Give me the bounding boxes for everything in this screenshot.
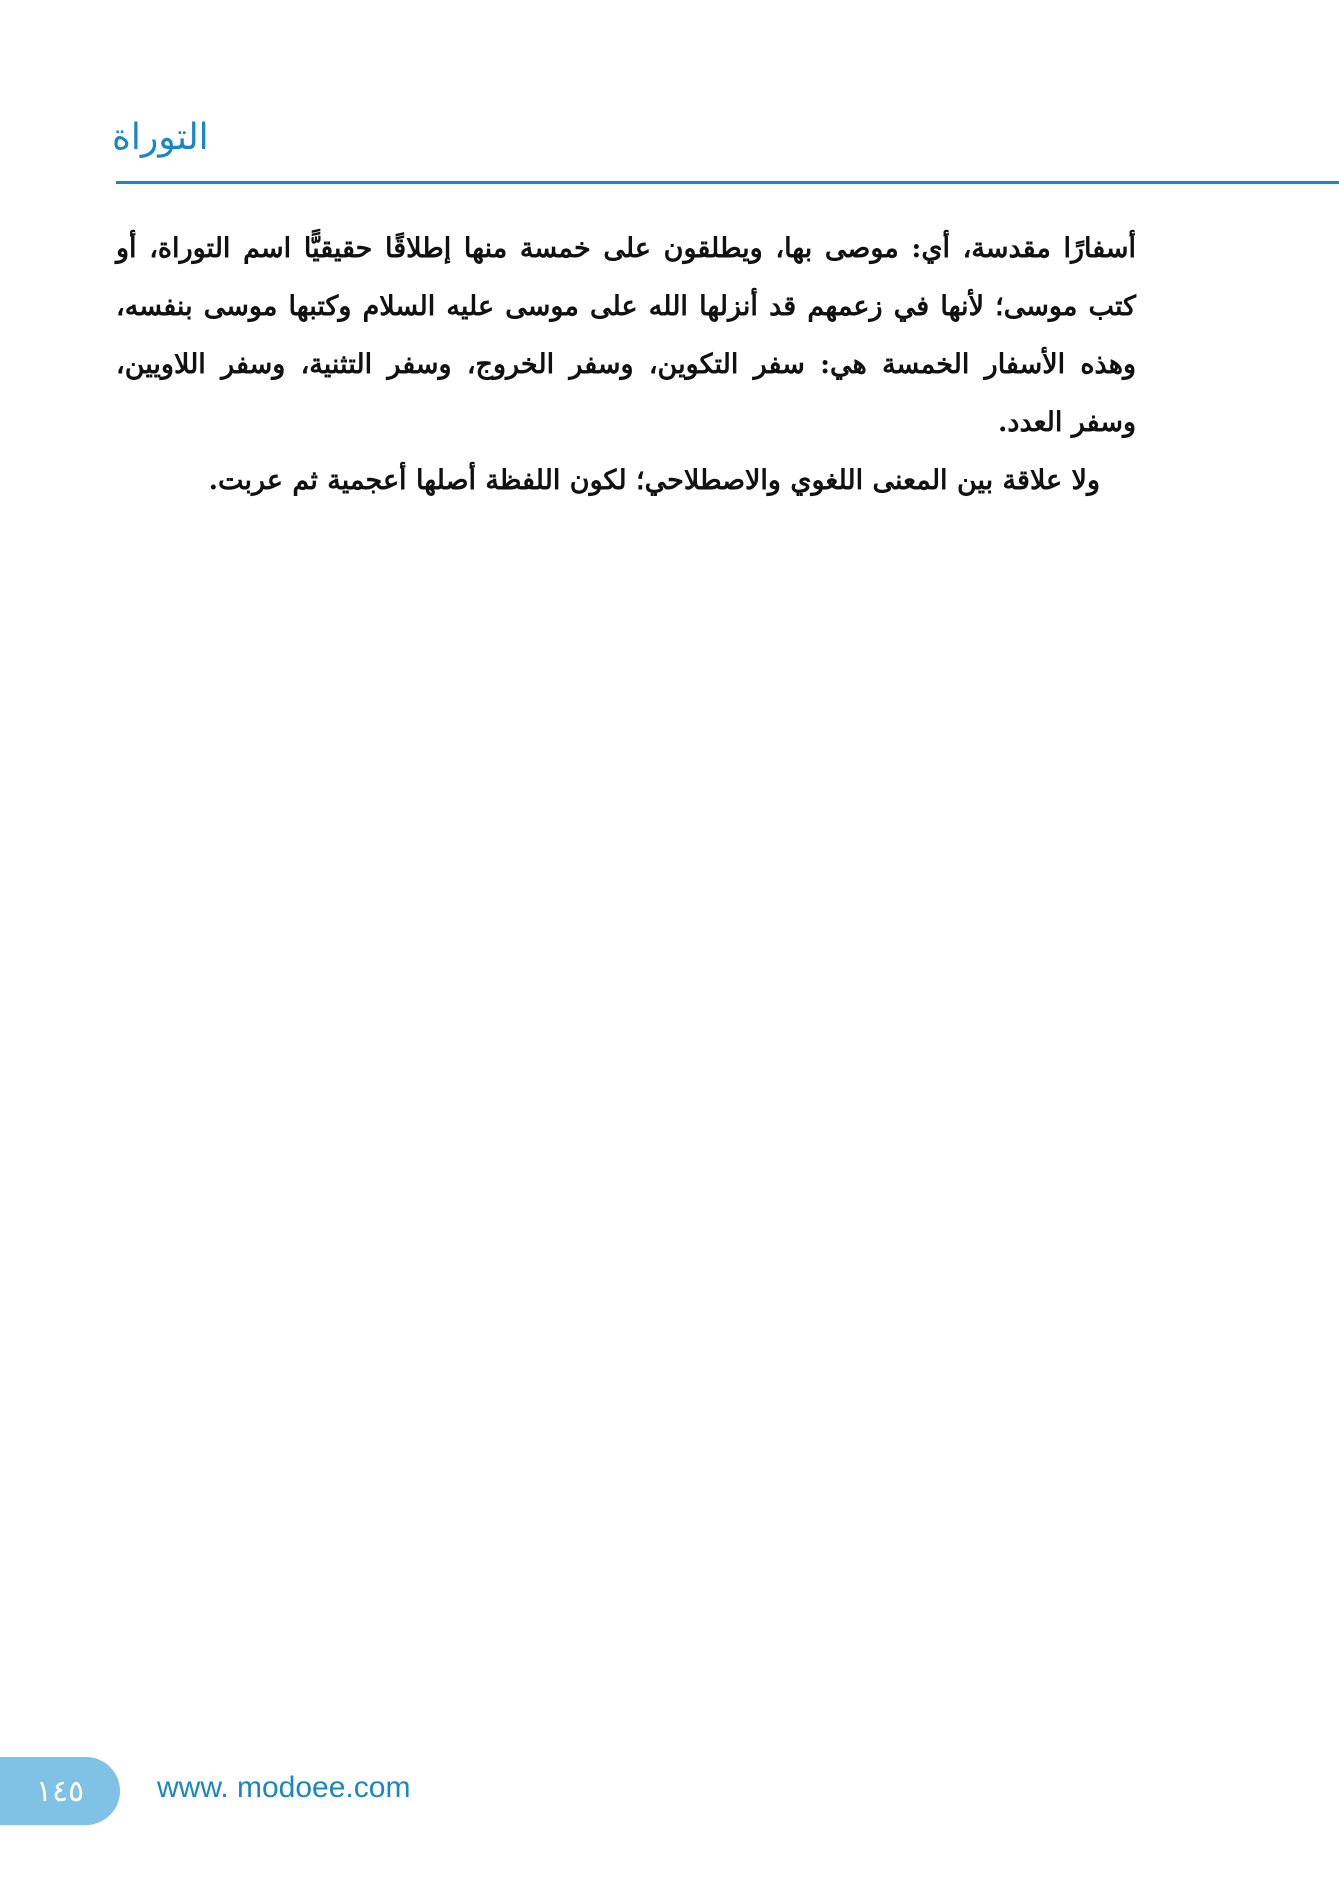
main-text xyxy=(116,220,1136,510)
header-divider xyxy=(116,181,1339,184)
paragraph: ولا علاقة بين المعنى اللغوي والاصطلاحي؛ لكون اللفظة أصلها أعجمية ثم عربت. xyxy=(208,465,1100,496)
paragraph: أسفارًا مقدسة، أي: موصى بها، ويطلقون على خمسة منها إطلاقًا حقيقيًّا اسم التوراة، أو كتب موسى؛ لأنها في زعمهم قد أنزلها الله على موسى عليه السلام وكتبها موسى بنفسه، وهذه الأسفار الخمسة هي: سفر التكوين، وسفر الخروج، وسفر التثنية، وسفر اللاويين، وسفر العدد. xyxy=(116,233,1136,438)
website-link[interactable]: www. modoee.com xyxy=(157,1771,411,1804)
page-number: ١٤٥ xyxy=(35,1773,85,1809)
page-number-badge xyxy=(0,1757,120,1825)
page-title: التوراة xyxy=(112,117,209,158)
